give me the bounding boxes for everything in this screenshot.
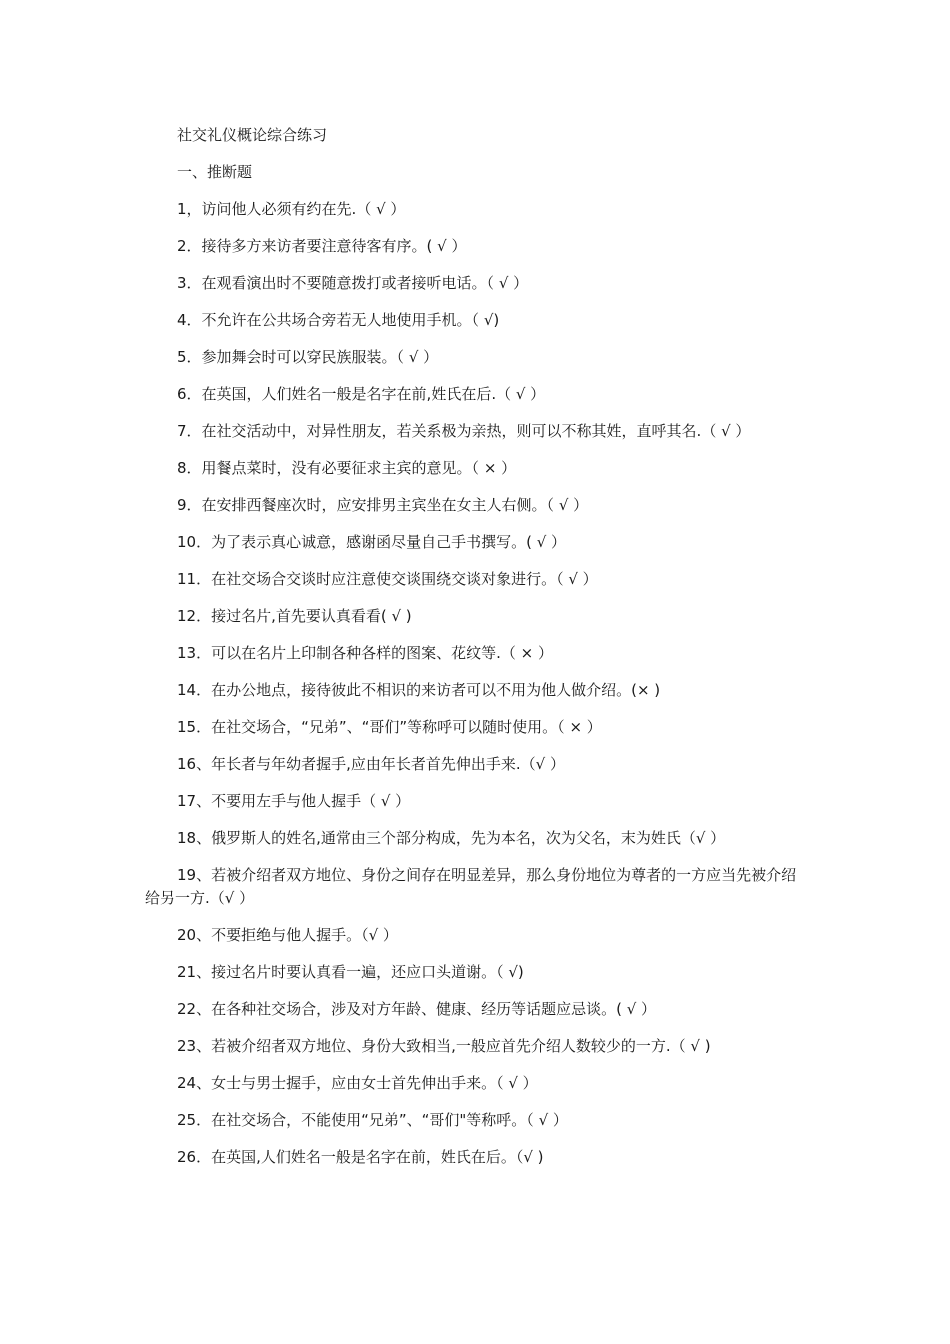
question-item: 23、若被介绍者双方地位、身份大致相当,一般应首先介绍人数较少的一方.（ √ ): [177, 1037, 711, 1055]
question-item: 19、若被介绍者双方地位、身份之间存在明显差异，那么身份地位为尊者的一方应当先被介绍给另一方.（√ ）: [145, 866, 797, 907]
question-item: 6．在英国，人们姓名一般是名字在前,姓氏在后.（ √ ）: [177, 385, 546, 403]
question-item: 2．接待多方来访者要注意待客有序。( √ ）: [177, 237, 467, 255]
question-item: 22、在各种社交场合，涉及对方年龄、健康、经历等话题应忌谈。( √ ）: [177, 1000, 657, 1018]
question-item: 18、俄罗斯人的姓名,通常由三个部分构成，先为本名，次为父名，末为姓氏（√ ）: [177, 829, 726, 847]
question-item: 8．用餐点菜时，没有必要征求主宾的意见。（ × ）: [177, 459, 517, 477]
document-title: 社交礼仪概论综合练习: [177, 126, 328, 144]
question-item: 1，访问他人必须有约在先.（ √ ）: [177, 200, 406, 218]
question-item: 10．为了表示真心诚意，感谢函尽量自己手书撰写。( √ ）: [177, 533, 567, 551]
question-item: 4．不允许在公共场合旁若无人地使用手机。（ √): [177, 311, 500, 329]
question-item: 14．在办公地点，接待彼此不相识的来访者可以不用为他人做介绍。(× ): [177, 681, 661, 699]
question-item: 26．在英国,人们姓名一般是名字在前，姓氏在后。（√ ): [177, 1148, 544, 1166]
question-item: 5．参加舞会时可以穿民族服装。（ √ ）: [177, 348, 439, 366]
question-item: 11．在社交场合交谈时应注意使交谈围绕交谈对象进行。（ √ ）: [177, 570, 598, 588]
question-item: 17、不要用左手与他人握手（ √ ）: [177, 792, 411, 810]
question-item: 12．接过名片,首先要认真看看( √ ): [177, 607, 412, 625]
question-item: 25．在社交场合，不能使用“兄弟”、“哥们"等称呼。（ √ ）: [177, 1111, 568, 1129]
question-item: 16、年长者与年幼者握手,应由年长者首先伸出手来.（√ ）: [177, 755, 565, 773]
question-item: 21、接过名片时要认真看一遍，还应口头道谢。（ √): [177, 963, 524, 981]
question-item: 7．在社交活动中，对异性朋友，若关系极为亲热，则可以不称其姓，直呼其名.（ √ ）: [177, 422, 751, 440]
question-item: 20、不要拒绝与他人握手。（√ ）: [177, 926, 398, 944]
question-item: 3．在观看演出时不要随意拨打或者接听电话。（ √ ）: [177, 274, 529, 292]
question-item: 13．可以在名片上印制各种各样的图案、花纹等.（ × ）: [177, 644, 553, 662]
section-heading: 一、推断题: [177, 163, 253, 181]
question-item: 9．在安排西餐座次时，应安排男主宾坐在女主人右侧。（ √ ）: [177, 496, 589, 514]
question-item: 24、女士与男士握手，应由女士首先伸出手来。（ √ ）: [177, 1074, 538, 1092]
question-item: 15．在社交场合，“兄弟”、“哥们”等称呼可以随时使用。（ × ）: [177, 718, 602, 736]
document-content: [145, 124, 807, 1183]
